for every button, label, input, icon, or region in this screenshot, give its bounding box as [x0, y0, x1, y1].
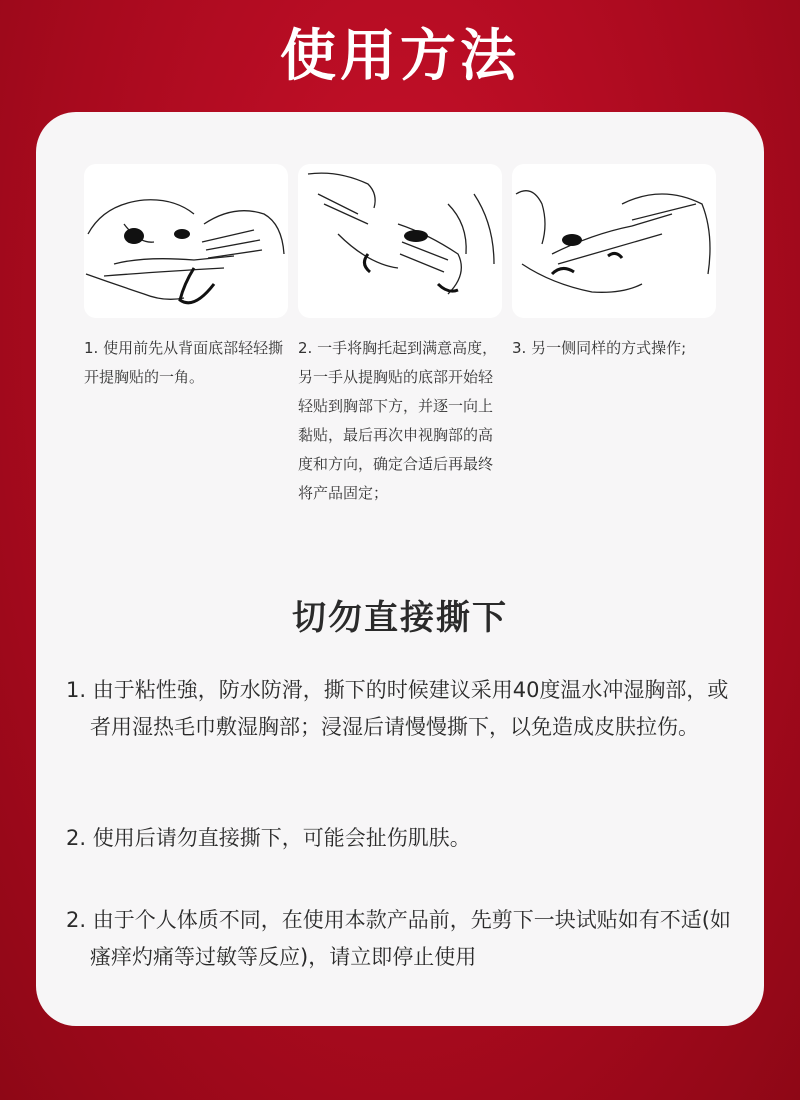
page-title: 使用方法	[280, 23, 520, 89]
step-3-text: 3. 另一侧同样的方式操作;	[512, 339, 687, 357]
note-item: 2. 使用后请勿直接撕下，可能会扯伤肌肤。	[66, 826, 471, 850]
step-1-text: 1. 使用前先从背面底部轻轻撕开提胸贴的一角。	[84, 339, 284, 386]
note-item: 2. 由于个人体质不同，在使用本款产品前，先剪下一块试贴如有不适(如瘙痒灼痛等过敏等反应)，请立即停止使用	[66, 908, 731, 969]
step-1	[84, 164, 294, 392]
step-2-illustration	[298, 164, 502, 318]
warning-title: 切勿直接撕下	[292, 598, 508, 638]
hand-lifting-patch-illustration	[84, 164, 288, 318]
note-item: 1. 由于粘性強，防水防滑，撕下的时候建议采用40度温水冲湿胸部，或者用湿热毛巾敷湿胸部；浸湿后请慢慢撕下，以免造成皮肤拉伤。	[66, 678, 729, 739]
step-3-illustration	[512, 164, 716, 318]
step-3	[512, 164, 722, 363]
step-2	[298, 164, 508, 508]
hands-applying-other-side-illustration	[512, 164, 716, 318]
step-1-illustration	[84, 164, 288, 318]
step-2-text: 2. 一手将胸托起到满意高度，另一手从提胸贴的底部开始轻轻贴到胸部下方，并逐一向上黏贴，最后再次申视胸部的高度和方向，确定合适后再最终将产品固定；	[298, 339, 498, 502]
instructions-card	[36, 112, 764, 1026]
hands-applying-patch-illustration	[298, 164, 502, 318]
steps-row	[84, 164, 720, 584]
